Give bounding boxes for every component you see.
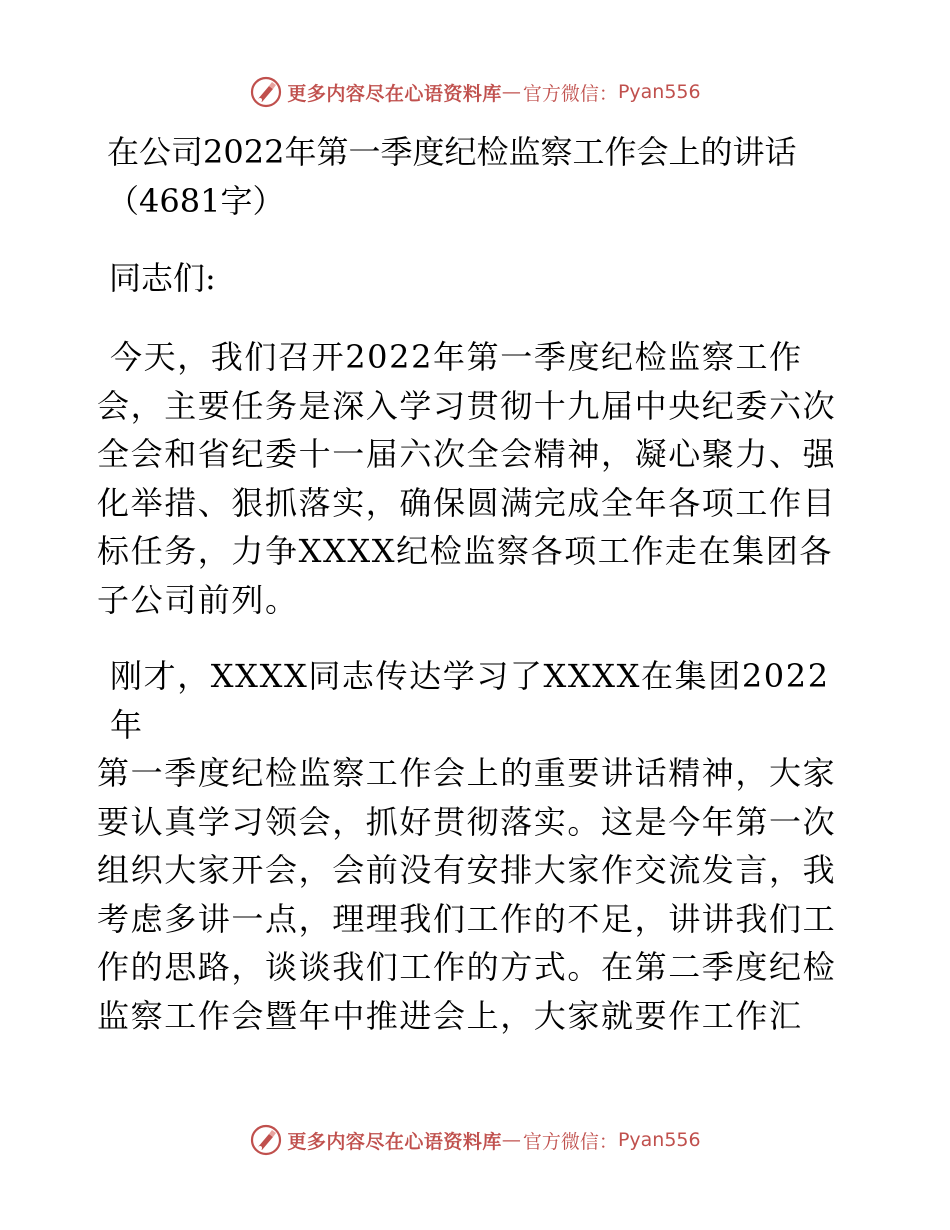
paragraph-line: 第一季度纪检监察工作会上的重要讲话精神，大家 bbox=[97, 754, 837, 792]
footer-wechat-id: Pyan556 bbox=[617, 1129, 701, 1151]
header-wechat-id: Pyan556 bbox=[617, 81, 701, 103]
paragraph-line: 子公司前列。 bbox=[97, 580, 299, 619]
pen-nib-logo-icon bbox=[249, 75, 283, 109]
footer-banner bbox=[0, 1120, 950, 1160]
document-title bbox=[107, 128, 853, 226]
header-banner-text: 更多内容尽在心语资料库 bbox=[287, 82, 502, 105]
paragraph-line: 今天，我们召开2022年第一季度纪检监察工作 bbox=[110, 338, 803, 376]
title-line-2: （4681字） bbox=[107, 182, 285, 220]
paragraph-line: 刚才，XXXX同志传达学习了XXXX在集团2022年 bbox=[110, 657, 830, 744]
header-separator: — bbox=[501, 81, 521, 103]
paragraph-2 bbox=[97, 652, 853, 1040]
title-line-1: 在公司2022年第一季度纪检监察工作会上的讲话 bbox=[107, 133, 797, 171]
paragraph-1 bbox=[97, 333, 853, 624]
salutation: 同志们: bbox=[109, 259, 216, 297]
paragraph-line: 全会和省纪委十一届六次全会精神，凝心聚力、强 bbox=[97, 435, 837, 473]
pen-nib-logo-icon bbox=[249, 1123, 283, 1157]
footer-wechat-label: 官方微信： bbox=[522, 1130, 618, 1153]
paragraph-line: 会，主要任务是深入学习贯彻十九届中央纪委六次 bbox=[97, 386, 837, 425]
footer-banner-text: 更多内容尽在心语资料库 bbox=[287, 1130, 502, 1153]
paragraph-line: 组织大家开会，会前没有安排大家作交流发言，我 bbox=[97, 851, 837, 889]
header-wechat-label: 官方微信： bbox=[522, 82, 618, 105]
paragraph-line: 监察工作会暨年中推进会上，大家就要作工作汇 bbox=[97, 996, 803, 1035]
paragraph-line: 作的思路，谈谈我们工作的方式。在第二季度纪检 bbox=[97, 948, 837, 986]
footer-separator: — bbox=[501, 1129, 521, 1151]
paragraph-line: 考虑多讲一点，理理我们工作的不足，讲讲我们工 bbox=[97, 899, 837, 938]
document-body bbox=[97, 122, 853, 1040]
paragraph-line: 标任务，力争XXXX纪检监察各项工作走在集团各 bbox=[97, 532, 833, 570]
paragraph-line: 要认真学习领会，抓好贯彻落实。这是今年第一次 bbox=[97, 802, 837, 841]
paragraph-line: 化举措、狠抓落实，确保圆满完成全年各项工作目 bbox=[97, 483, 837, 522]
header-banner bbox=[0, 72, 950, 112]
